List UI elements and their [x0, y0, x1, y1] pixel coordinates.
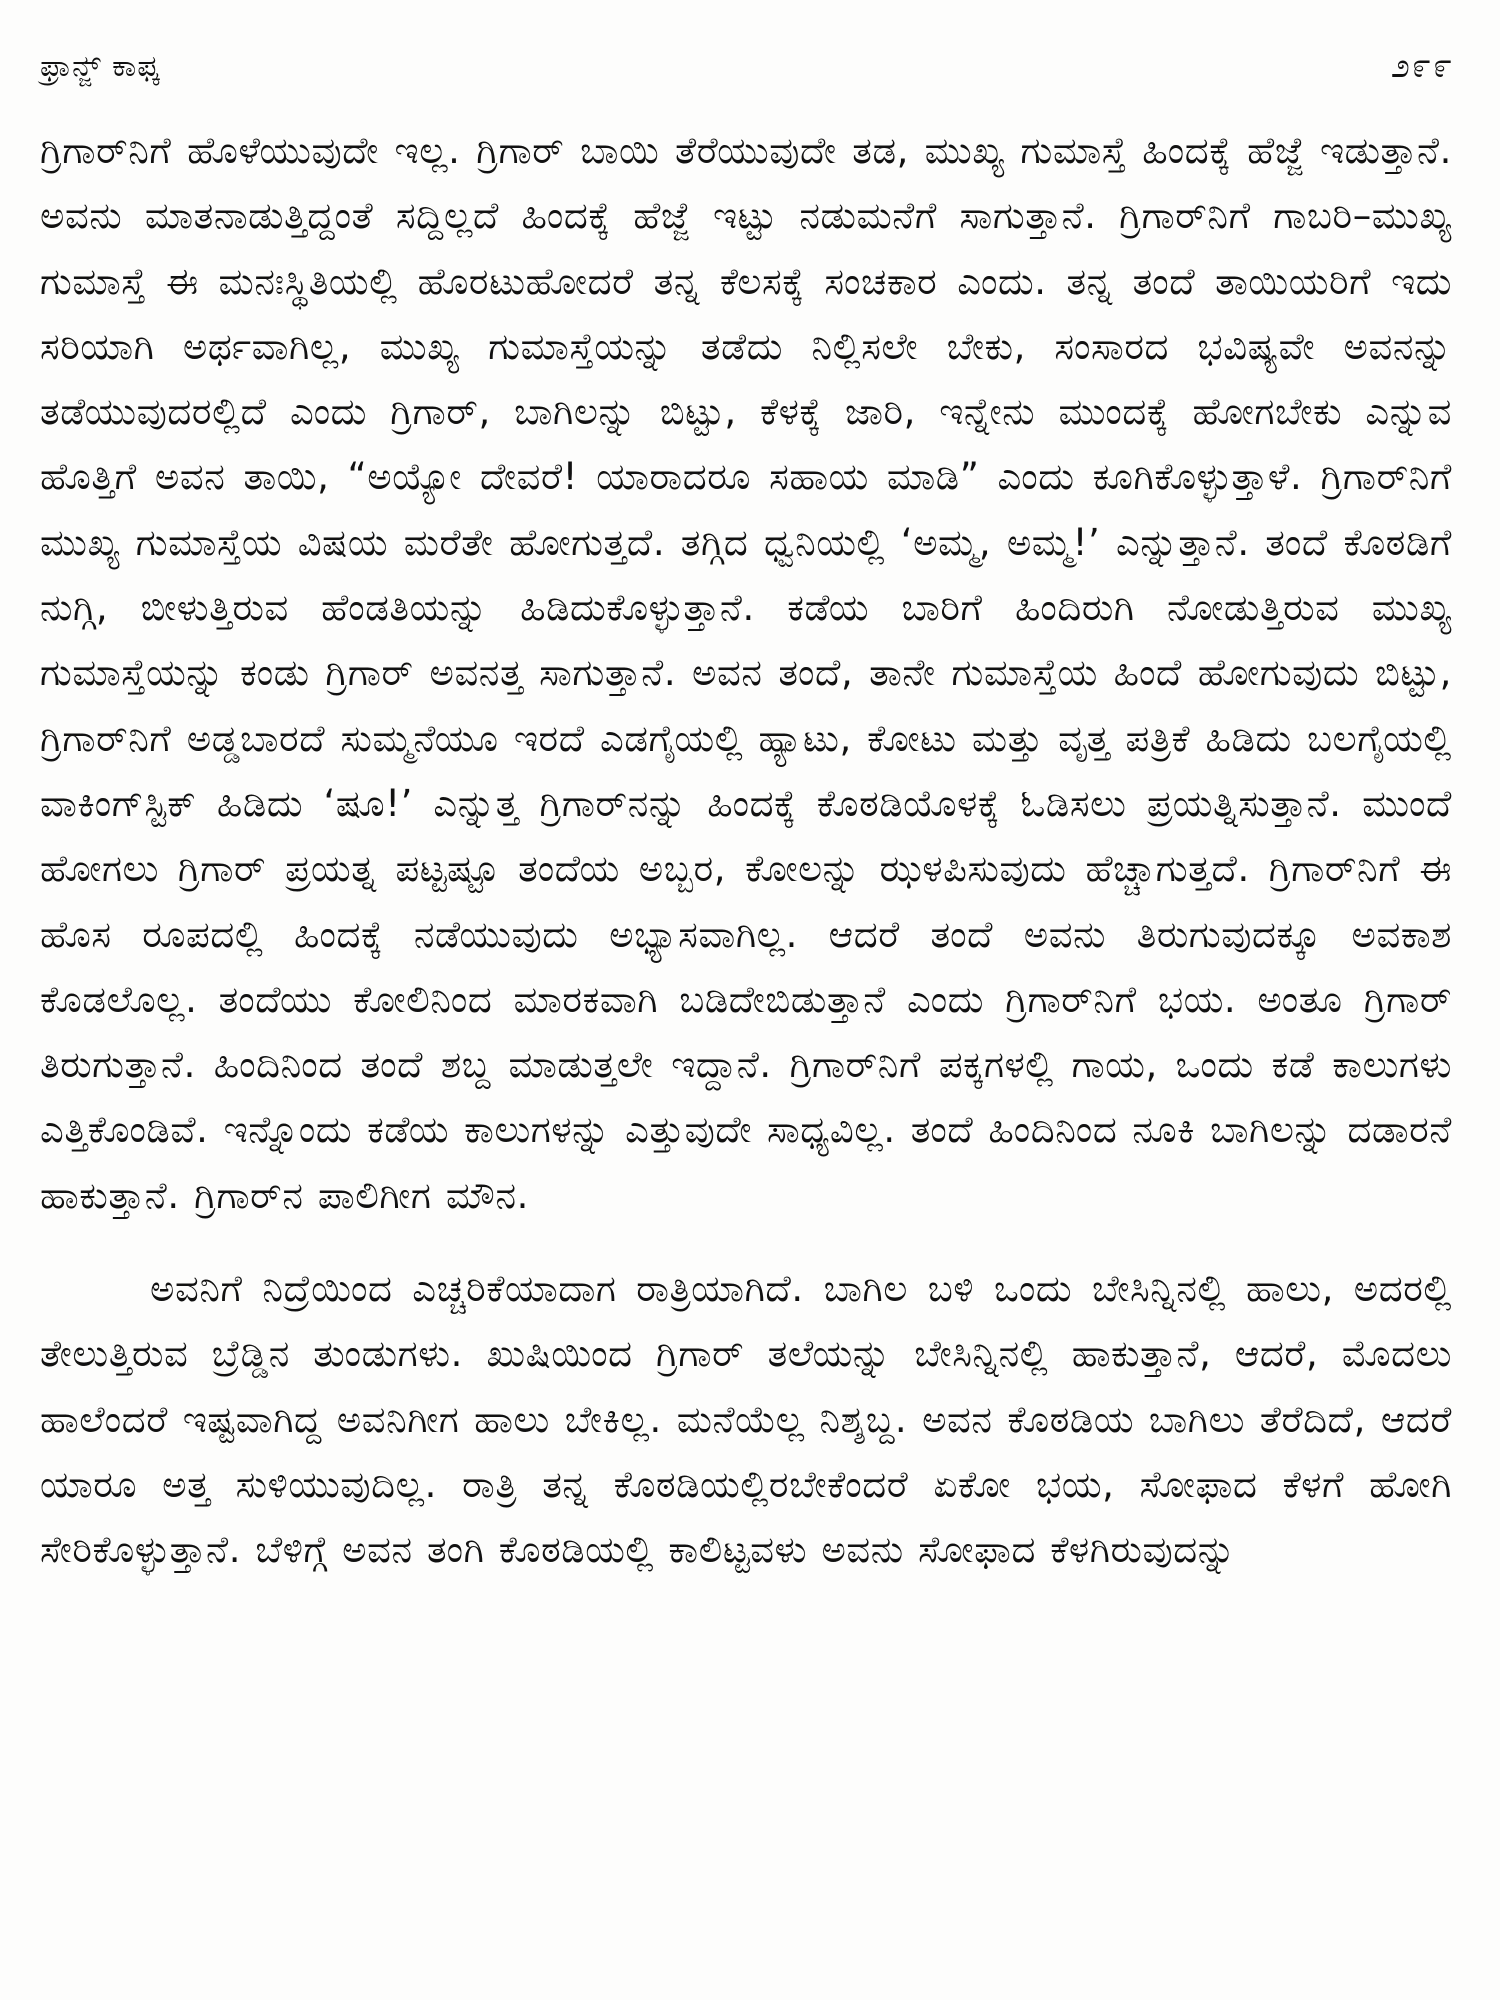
paragraph-2: ಅವನಿಗೆ ನಿದ್ರೆಯಿಂದ ಎಚ್ಚರಿಕೆಯಾದಾಗ ರಾತ್ರಿಯಾಗಿದೆ. ಬಾಗಿಲ ಬಳಿ ಒಂದು ಬೇಸಿನ್ನಿನಲ್ಲಿ ಹಾಲು, ಅದರಲ್ಲಿ ತೇಲುತ್ತಿರುವ ಬ್ರೆಡ್ಡಿನ ತುಂಡುಗಳು. ಖುಷಿಯಿಂದ ಗ್ರಿಗಾರ್ ತಲೆಯನ್ನು ಬೇಸಿನ್ನಿನಲ್ಲಿ ಹಾಕುತ್ತಾನೆ, ಆದರೆ, ಮೊದಲು ಹಾಲೆಂದರೆ ಇಷ್ಟವಾಗಿದ್ದ ಅವನಿಗೀಗ ಹಾಲು ಬೇಕಿಲ್ಲ. ಮನೆಯೆಲ್ಲ ನಿಶ್ಶಬ್ದ. ಅವನ ಕೊಠಡಿಯ ಬಾಗಿಲು ತೆರೆದಿದೆ, ಆದರೆ ಯಾರೂ ಅತ್ತ ಸುಳಿಯುವುದಿಲ್ಲ. ರಾತ್ರಿ ತನ್ನ ಕೊಠಡಿಯಲ್ಲಿರಬೇಕೆಂದರೆ ಏಕೋ ಭಯ, ಸೋಫಾದ ಕೆಳಗೆ ಹೋಗಿ ಸೇರಿಕೊಳ್ಳುತ್ತಾನೆ. ಬೆಳಿಗ್ಗೆ ಅವನ ತಂಗಿ ಕೊಠಡಿಯಲ್ಲಿ ಕಾಲಿಟ್ಟವಳು ಅವನು ಸೋಫಾದ ಕೆಳಗಿರುವುದನ್ನು	[40, 1267, 1452, 1572]
page-number: ೨೯೯	[1390, 46, 1454, 86]
body-text	[40, 118, 1452, 1583]
running-header	[40, 36, 1460, 96]
paragraph-1: ಗ್ರಿಗಾರ್‌ನಿಗೆ ಹೊಳೆಯುವುದೇ ಇಲ್ಲ. ಗ್ರಿಗಾರ್ ಬಾಯಿ ತೆರೆಯುವುದೇ ತಡ, ಮುಖ್ಯ ಗುಮಾಸ್ತೆ ಹಿಂದಕ್ಕೆ ಹೆಜ್ಜೆ ಇಡುತ್ತಾನೆ. ಅವನು ಮಾತನಾಡುತ್ತಿದ್ದಂತೆ ಸದ್ದಿಲ್ಲದೆ ಹಿಂದಕ್ಕೆ ಹೆಜ್ಜೆ ಇಟ್ಟು ನಡುಮನೆಗೆ ಸಾಗುತ್ತಾನೆ. ಗ್ರಿಗಾರ್‌ನಿಗೆ ಗಾಬರಿ–ಮುಖ್ಯ ಗುಮಾಸ್ತೆ ಈ ಮನಃಸ್ಥಿತಿಯಲ್ಲಿ ಹೊರಟುಹೋದರೆ ತನ್ನ ಕೆಲಸಕ್ಕೆ ಸಂಚಕಾರ ಎಂದು. ತನ್ನ ತಂದೆ ತಾಯಿಯರಿಗೆ ಇದು ಸರಿಯಾಗಿ ಅರ್ಥವಾಗಿಲ್ಲ, ಮುಖ್ಯ ಗುಮಾಸ್ತೆಯನ್ನು ತಡೆದು ನಿಲ್ಲಿಸಲೇ ಬೇಕು, ಸಂಸಾರದ ಭವಿಷ್ಯವೇ ಅವನನ್ನು ತಡೆಯುವುದರಲ್ಲಿದೆ ಎಂದು ಗ್ರಿಗಾರ್, ಬಾಗಿಲನ್ನು ಬಿಟ್ಟು, ಕೆಳಕ್ಕೆ ಜಾರಿ, ಇನ್ನೇನು ಮುಂದಕ್ಕೆ ಹೋಗಬೇಕು ಎನ್ನುವ ಹೊತ್ತಿಗೆ ಅವನ ತಾಯಿ, “ಅಯ್ಯೋ ದೇವರೆ! ಯಾರಾದರೂ ಸಹಾಯ ಮಾಡಿ” ಎಂದು ಕೂಗಿಕೊಳ್ಳುತ್ತಾಳೆ. ಗ್ರಿಗಾರ್‌ನಿಗೆ ಮುಖ್ಯ ಗುಮಾಸ್ತೆಯ ವಿಷಯ ಮರೆತೇ ಹೋಗುತ್ತದೆ. ತಗ್ಗಿದ ಧ್ವನಿಯಲ್ಲಿ ‘ಅಮ್ಮ, ಅಮ್ಮ!’ ಎನ್ನುತ್ತಾನೆ. ತಂದೆ ಕೊಠಡಿಗೆ ನುಗ್ಗಿ, ಬೀಳುತ್ತಿರುವ ಹೆಂಡತಿಯನ್ನು ಹಿಡಿದುಕೊಳ್ಳುತ್ತಾನೆ. ಕಡೆಯ ಬಾರಿಗೆ ಹಿಂದಿರುಗಿ ನೋಡುತ್ತಿರುವ ಮುಖ್ಯ ಗುಮಾಸ್ತೆಯನ್ನು ಕಂಡು ಗ್ರಿಗಾರ್ ಅವನತ್ತ ಸಾಗುತ್ತಾನೆ. ಅವನ ತಂದೆ, ತಾನೇ ಗುಮಾಸ್ತೆಯ ಹಿಂದೆ ಹೋಗುವುದು ಬಿಟ್ಟು, ಗ್ರಿಗಾರ್‌ನಿಗೆ ಅಡ್ಡಬಾರದೆ ಸುಮ್ಮನೆಯೂ ಇರದೆ ಎಡಗೈಯಲ್ಲಿ ಹ್ಯಾಟು, ಕೋಟು ಮತ್ತು ವೃತ್ತ ಪತ್ರಿಕೆ ಹಿಡಿದು ಬಲಗೈಯಲ್ಲಿ ವಾಕಿಂಗ್‌ಸ್ಟಿಕ್ ಹಿಡಿದು ‘ಷೂ!’ ಎನ್ನುತ್ತ ಗ್ರಿಗಾರ್‌ನನ್ನು ಹಿಂದಕ್ಕೆ ಕೊಠಡಿಯೊಳಕ್ಕೆ ಓಡಿಸಲು ಪ್ರಯತ್ನಿಸುತ್ತಾನೆ. ಮುಂದೆ ಹೋಗಲು ಗ್ರಿಗಾರ್ ಪ್ರಯತ್ನ ಪಟ್ಟಷ್ಟೂ ತಂದೆಯ ಅಬ್ಬರ, ಕೋಲನ್ನು ಝಳಪಿಸುವುದು ಹೆಚ್ಚಾಗುತ್ತದೆ. ಗ್ರಿಗಾರ್‌ನಿಗೆ ಈ ಹೊಸ ರೂಪದಲ್ಲಿ ಹಿಂದಕ್ಕೆ ನಡೆಯುವುದು ಅಭ್ಯಾಸವಾಗಿಲ್ಲ. ಆದರೆ ತಂದೆ ಅವನು ತಿರುಗುವುದಕ್ಕೂ ಅವಕಾಶ ಕೊಡಲೊಲ್ಲ. ತಂದೆಯು ಕೋಲಿನಿಂದ ಮಾರಕವಾಗಿ ಬಡಿದೇಬಿಡುತ್ತಾನೆ ಎಂದು ಗ್ರಿಗಾರ್‌ನಿಗೆ ಭಯ. ಅಂತೂ ಗ್ರಿಗಾರ್ ತಿರುಗುತ್ತಾನೆ. ಹಿಂದಿನಿಂದ ತಂದೆ ಶಬ್ದ ಮಾಡುತ್ತಲೇ ಇದ್ದಾನೆ. ಗ್ರಿಗಾರ್‌ನಿಗೆ ಪಕ್ಕಗಳಲ್ಲಿ ಗಾಯ, ಒಂದು ಕಡೆ ಕಾಲುಗಳು ಎತ್ತಿಕೊಂಡಿವೆ. ಇನ್ನೊಂದು ಕಡೆಯ ಕಾಲುಗಳನ್ನು ಎತ್ತುವುದೇ ಸಾಧ್ಯವಿಲ್ಲ. ತಂದೆ ಹಿಂದಿನಿಂದ ನೂಕಿ ಬಾಗಿಲನ್ನು ದಡಾರನೆ ಹಾಕುತ್ತಾನೆ. ಗ್ರಿಗಾರ್‌ನ ಪಾಲಿಗೀಗ ಮೌನ.	[40, 129, 1452, 1217]
running-title: ಫ್ರಾನ್ಜ್ ಕಾಫ್ಕ	[40, 48, 161, 84]
